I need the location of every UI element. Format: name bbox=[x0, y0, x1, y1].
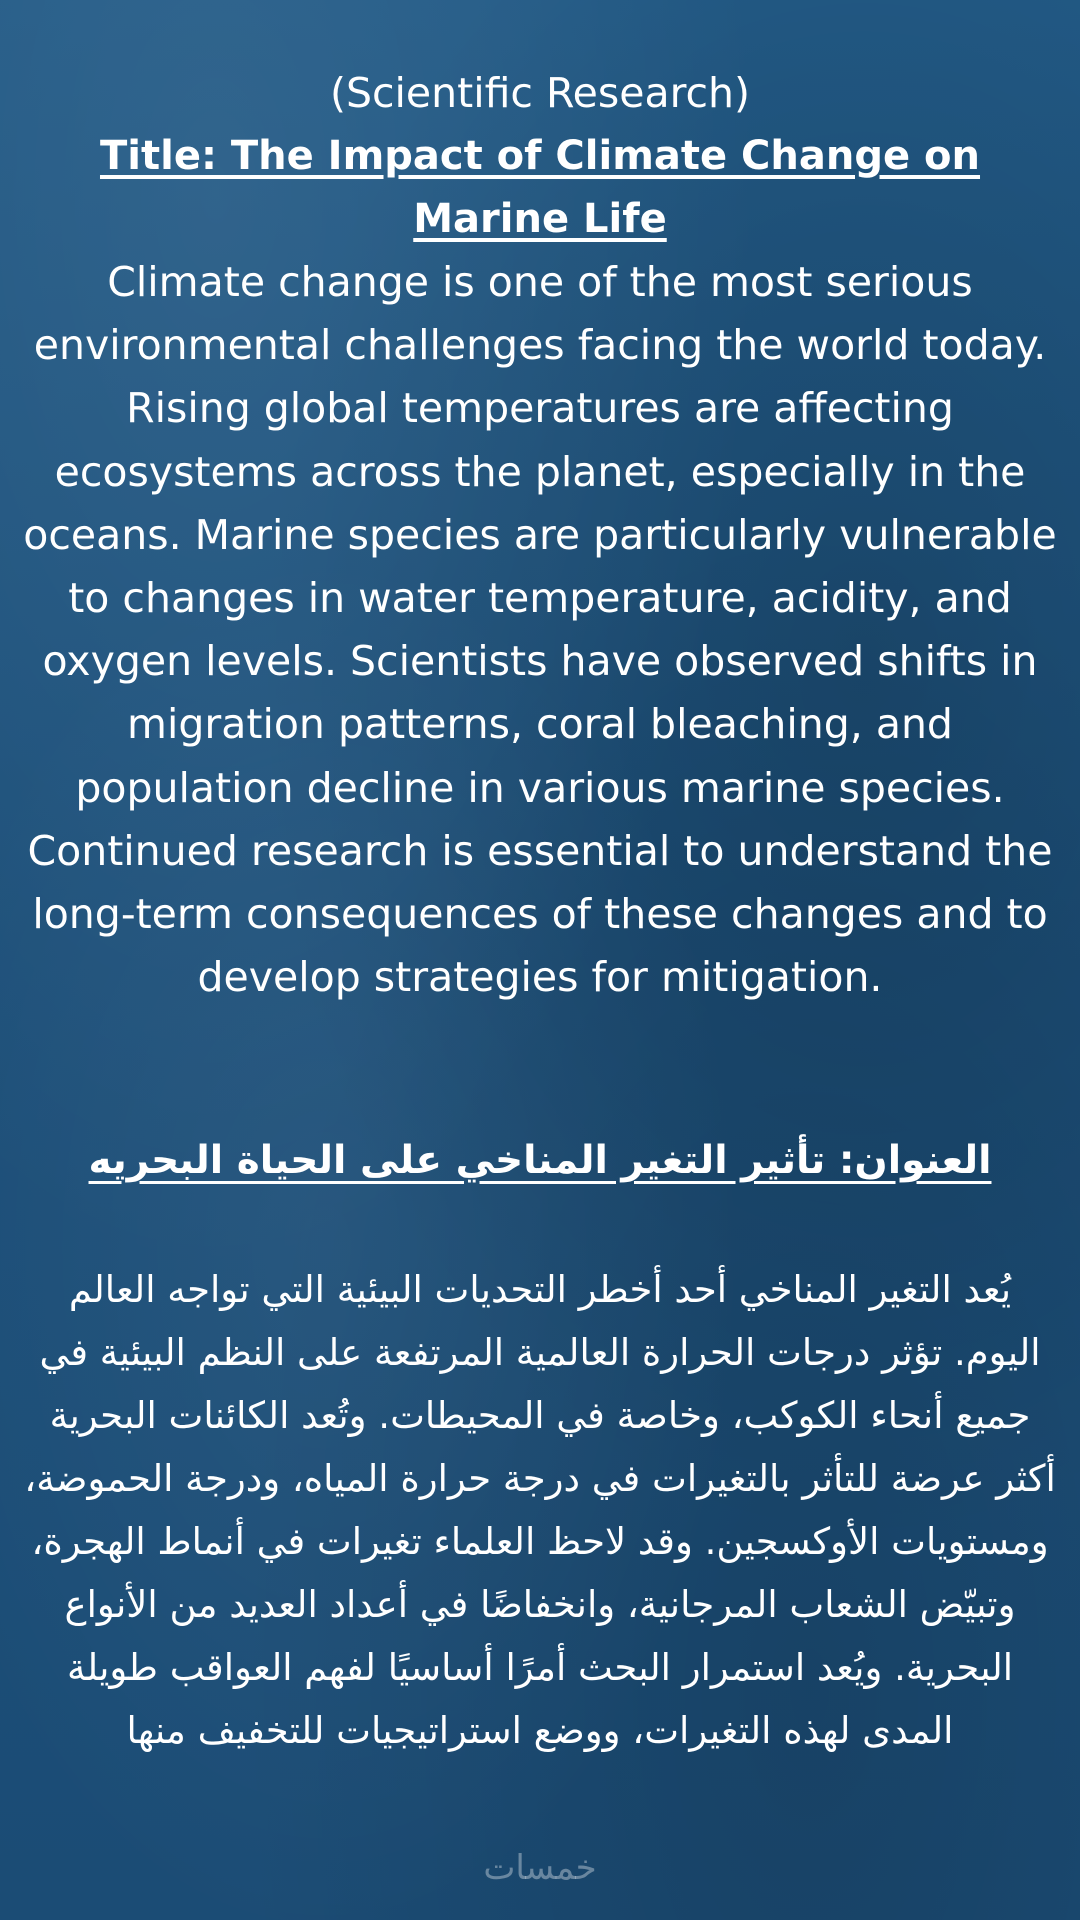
arabic-body: يُعد التغير المناخي أحد أخطر التحديات البيئية التي تواجه العالم اليوم. تؤثر درجات الحرارة العالمية المرتفعة على النظم البيئية في جميع أنحاء الكوكب، وخاصة في المحيطات. وتُعد الكائنات البحرية أكثر عرضة للتأثر بالتغيرات في درجة حرارة المياه، ودرجة الحموضة، ومستويات الأوكسجين. وقد لاحظ العلماء تغيرات في أنماط الهجرة، وتبيّض الشعاب المرجانية، وانخفاضًا في أعداد العديد من الأنواع البحرية. ويُعد استمرار البحث أمرًا أساسيًا لفهم العواقب طويلة المدى لهذه التغيرات، ووضع استراتيجيات للتخفيف منها bbox=[24, 1268, 1056, 1752]
arabic-title: العنوان: تأثير التغير المناخي على الحياة البحريه bbox=[88, 1138, 992, 1183]
watermark-logo: خمسات bbox=[483, 1848, 597, 1888]
document-type-label: (Scientific Research) bbox=[329, 69, 751, 117]
english-section bbox=[20, 62, 1060, 1009]
english-body: Climate change is one of the most serious environmental challenges facing the world today. Rising global temperatures are affecting ecosystems across the planet, especially in the oceans. Marine species are particularly vulnerable to changes in water temperature, acidity, and oxygen levels. Scientists have observed shifts in migration patterns, coral bleaching, and population decline in various marine species. Continued research is essential to understand the long-term consequences of these changes and to develop strategies for mitigation. bbox=[23, 258, 1057, 1002]
english-title: Title: The Impact of Climate Change on Marine Life bbox=[99, 133, 981, 242]
